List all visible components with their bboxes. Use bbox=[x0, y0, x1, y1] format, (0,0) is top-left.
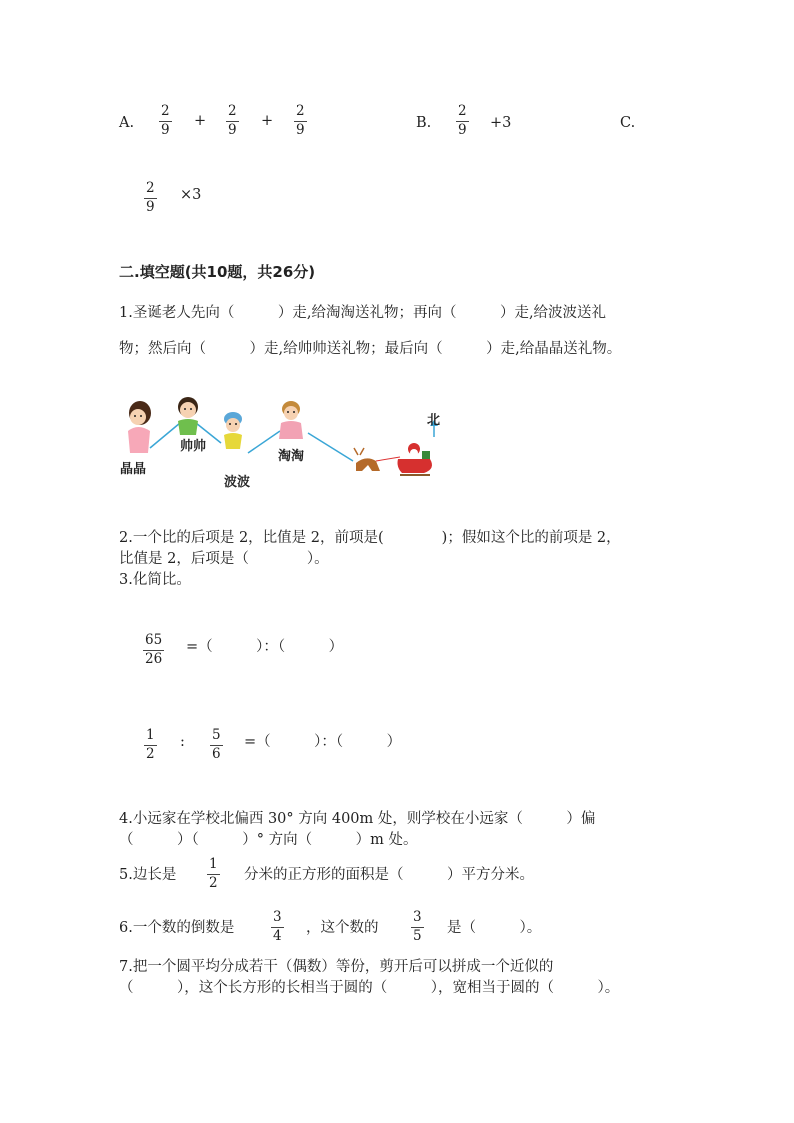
q6-fraction-3-4: 3 4 bbox=[273, 909, 282, 944]
q1-line-1: 1.圣诞老人先向（ ）走,给淘淘送礼物；再向（ ）走,给波波送礼 bbox=[119, 305, 607, 321]
option-b-label: B. bbox=[416, 115, 432, 131]
q3-fraction-65-26: 65 26 bbox=[145, 632, 163, 667]
q3-title: 3.化简比。 bbox=[119, 572, 191, 588]
jingjing-figure bbox=[128, 401, 151, 453]
name-label-bobo: 波波 bbox=[224, 475, 251, 490]
q6-prefix: 6.一个数的倒数是 bbox=[119, 920, 235, 936]
q4-line-2: （ ）（ ）° 方向（ ）m 处。 bbox=[119, 832, 418, 848]
option-a-fraction-3: 2 9 bbox=[296, 103, 305, 138]
q3-colon: : bbox=[180, 734, 185, 750]
option-c-fraction: 2 9 bbox=[146, 180, 155, 215]
q2-line-1: 2.一个比的后项是 2，比值是 2，前项是( )；假如这个比的前项是 2， bbox=[119, 530, 621, 546]
santa-sleigh bbox=[354, 443, 432, 475]
north-label: 北 bbox=[427, 413, 441, 428]
q4-line-1: 4.小远家在学校北偏西 30° 方向 400m 处，则学校在小远家（ ）偏 bbox=[119, 811, 596, 827]
q6-middle: ，这个数的 bbox=[306, 920, 379, 936]
q6-suffix: 是（ ）。 bbox=[447, 920, 542, 936]
bobo-figure bbox=[224, 412, 242, 449]
taotao-figure bbox=[279, 401, 303, 439]
q3-expr-1-blanks: =（ ）：（ ） bbox=[186, 639, 344, 655]
q3-expr-2-blanks: =（ ）：（ ） bbox=[244, 734, 402, 750]
route-lines bbox=[118, 393, 448, 493]
option-c-label: C. bbox=[620, 115, 636, 131]
q7-line-2: （ ），这个长方形的长相当于圆的（ ），宽相当于圆的（ ）。 bbox=[119, 980, 620, 996]
q3-fraction-5-6: 5 6 bbox=[212, 727, 221, 762]
q5-prefix: 5.边长是 bbox=[119, 867, 177, 883]
name-label-shuaishuai: 帅帅 bbox=[180, 439, 207, 454]
santa-route-illustration bbox=[118, 393, 448, 493]
q1-line-2: 物；然后向（ ）走,给帅帅送礼物；最后向（ ）走,给晶晶送礼物。 bbox=[119, 341, 622, 357]
q5-fraction: 1 2 bbox=[209, 856, 218, 891]
name-label-taotao: 淘淘 bbox=[278, 449, 305, 464]
option-b-tail: +3 bbox=[490, 115, 512, 131]
q5-suffix: 分米的正方形的面积是（ ）平方分米。 bbox=[244, 867, 534, 883]
plus-sign: + bbox=[194, 113, 207, 129]
q3-fraction-1-2: 1 2 bbox=[146, 727, 155, 762]
option-a-fraction-2: 2 9 bbox=[228, 103, 237, 138]
option-b-fraction: 2 9 bbox=[458, 103, 467, 138]
q7-line-1: 7.把一个圆平均分成若干（偶数）等份，剪开后可以拼成一个近似的 bbox=[119, 959, 554, 975]
q2-line-2: 比值是 2，后项是（ ）。 bbox=[119, 551, 329, 567]
q6-fraction-3-5: 3 5 bbox=[413, 909, 422, 944]
name-label-jingjing: 晶晶 bbox=[120, 462, 147, 477]
option-c-tail: ×3 bbox=[180, 187, 202, 203]
section-title: 二.填空题(共10题，共26分) bbox=[119, 263, 316, 281]
shuaishuai-figure bbox=[178, 397, 198, 435]
option-a-label: A. bbox=[119, 115, 135, 131]
option-a-fraction-1: 2 9 bbox=[161, 103, 170, 138]
plus-sign: + bbox=[261, 113, 274, 129]
